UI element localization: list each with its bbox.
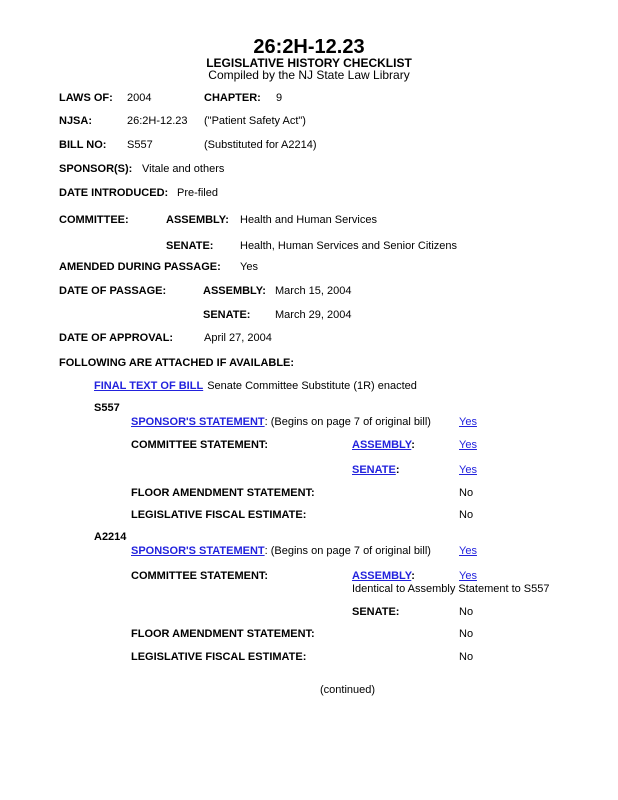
s557-committee-statement-label: COMMITTEE STATEMENT:	[131, 439, 269, 451]
s557-sponsor-statement-yes-link[interactable]: Yes	[459, 416, 477, 428]
njsa-value: 26:2H-12.23	[127, 115, 188, 127]
bill-no-note: (Substituted for A2214)	[204, 139, 317, 151]
passage-senate-value: March 29, 2004	[275, 309, 352, 321]
a2214-committee-statement-label: COMMITTEE STATEMENT:	[131, 570, 269, 582]
a2214-committee-assembly-link[interactable]: ASSEMBLY	[352, 570, 412, 582]
chapter-value: 9	[276, 92, 283, 104]
approval-value: April 27, 2004	[204, 332, 272, 344]
chapter-label: CHAPTER:	[204, 92, 261, 104]
s557-committee-senate-link[interactable]: SENATE	[352, 464, 396, 476]
a2214-bill-heading: A2214	[94, 531, 127, 543]
committee-senate-label: SENATE:	[166, 240, 214, 252]
date-introduced-value: Pre-filed	[177, 187, 218, 199]
s557-floor-amendment-value: No	[459, 487, 474, 499]
passage-assembly-label: ASSEMBLY:	[203, 285, 266, 297]
njsa-label: NJSA:	[59, 115, 93, 127]
s557-committee-assembly-yes-link[interactable]: Yes	[459, 439, 477, 451]
compiled-by-line: Compiled by the NJ State Law Library	[208, 68, 410, 82]
s557-committee-senate-yes-link[interactable]: Yes	[459, 464, 477, 476]
sponsors-value: Vitale and others	[142, 163, 225, 175]
a2214-sponsor-statement-row	[131, 545, 431, 558]
a2214-committee-assembly-row	[352, 570, 415, 583]
a2214-floor-amendment-value: No	[459, 628, 474, 640]
date-introduced-label: DATE INTRODUCED:	[59, 187, 169, 199]
passage-label: DATE OF PASSAGE:	[59, 285, 167, 297]
a2214-floor-amendment-label: FLOOR AMENDMENT STATEMENT:	[131, 628, 315, 640]
amended-label: AMENDED DURING PASSAGE:	[59, 261, 221, 273]
s557-sponsor-statement-desc: : (Begins on page 7 of original bill)	[264, 416, 431, 428]
continued-note: (continued)	[320, 684, 376, 696]
committee-senate-value: Health, Human Services and Senior Citizens	[240, 240, 458, 252]
committee-assembly-label: ASSEMBLY:	[166, 214, 229, 226]
a2214-committee-assembly-note: Identical to Assembly Statement to S557	[352, 583, 550, 595]
colon: :	[395, 464, 400, 476]
a2214-committee-senate-value: No	[459, 606, 474, 618]
sponsors-label: SPONSOR(S):	[59, 163, 133, 175]
page-subtitle: LEGISLATIVE HISTORY CHECKLIST	[206, 56, 412, 70]
page-title: 26:2H-12.23	[253, 36, 365, 58]
final-text-of-bill-row	[94, 380, 417, 393]
bill-no-label: BILL NO:	[59, 139, 107, 151]
njsa-note: ("Patient Safety Act")	[204, 115, 306, 127]
bill-no-value: S557	[127, 139, 153, 151]
s557-committee-assembly-row	[352, 439, 415, 452]
final-text-of-bill-desc: Senate Committee Substitute (1R) enacted	[207, 380, 417, 392]
approval-label: DATE OF APPROVAL:	[59, 332, 174, 344]
s557-committee-senate-row	[352, 464, 399, 477]
amended-value: Yes	[240, 261, 258, 273]
s557-sponsor-statement-row	[131, 416, 431, 429]
s557-sponsor-statement-link[interactable]: SPONSOR'S STATEMENT	[131, 416, 265, 428]
attachments-heading: FOLLOWING ARE ATTACHED IF AVAILABLE:	[59, 357, 295, 369]
colon: :	[411, 570, 415, 582]
a2214-sponsor-statement-desc: : (Begins on page 7 of original bill)	[264, 545, 431, 557]
passage-senate-label: SENATE:	[203, 309, 251, 321]
s557-fiscal-estimate-label: LEGISLATIVE FISCAL ESTIMATE:	[131, 509, 307, 521]
a2214-sponsor-statement-yes-link[interactable]: Yes	[459, 545, 477, 557]
a2214-sponsor-statement-link[interactable]: SPONSOR'S STATEMENT	[131, 545, 265, 557]
committee-label: COMMITTEE:	[59, 214, 129, 226]
a2214-committee-senate-label: SENATE:	[352, 606, 400, 618]
a2214-fiscal-estimate-label: LEGISLATIVE FISCAL ESTIMATE:	[131, 651, 307, 663]
a2214-committee-assembly-yes-link[interactable]: Yes	[459, 570, 477, 582]
s557-floor-amendment-label: FLOOR AMENDMENT STATEMENT:	[131, 487, 315, 499]
final-text-of-bill-link[interactable]: FINAL TEXT OF BILL	[94, 380, 204, 392]
s557-committee-assembly-link[interactable]: ASSEMBLY	[352, 439, 412, 451]
passage-assembly-value: March 15, 2004	[275, 285, 352, 297]
colon: :	[411, 439, 415, 451]
a2214-fiscal-estimate-value: No	[459, 651, 474, 663]
s557-fiscal-estimate-value: No	[459, 509, 474, 521]
committee-assembly-value: Health and Human Services	[240, 214, 377, 226]
laws-of-label: LAWS OF:	[59, 92, 113, 104]
s557-bill-heading: S557	[94, 402, 120, 414]
laws-of-value: 2004	[127, 92, 152, 104]
